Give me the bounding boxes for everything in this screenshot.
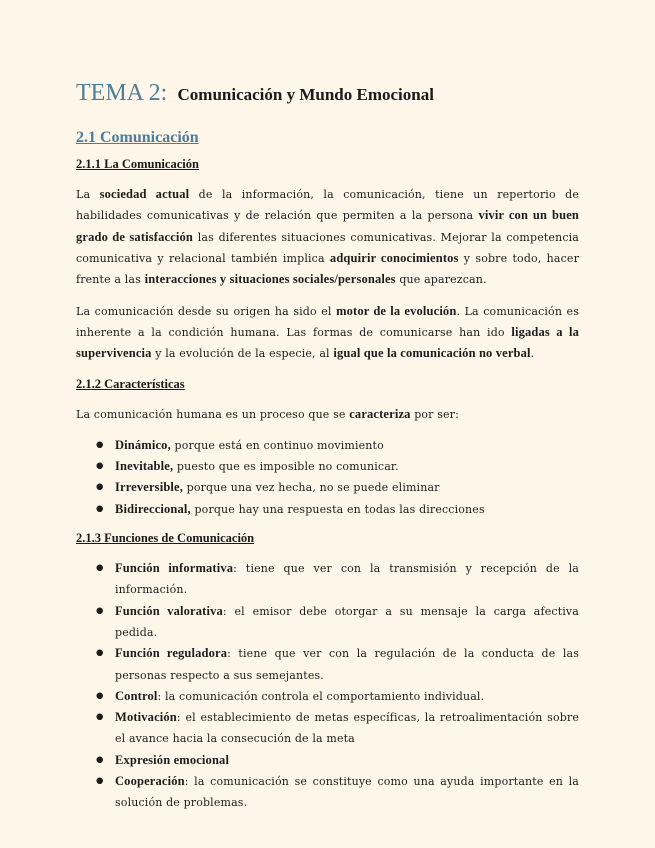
bold-text: Dinámico, [115, 437, 171, 452]
text-run: : la comunicación se constituye como una ayuda importante en la solución de problemas. [115, 775, 579, 810]
bold-text: Inevitable, [115, 459, 174, 474]
text-run: porque está en continuo movimiento [170, 438, 384, 452]
list-item [76, 435, 579, 456]
text-run: las diferentes situaciones comunicativas. Mejorar la competencia comunicativa y relacional también implica [76, 230, 580, 266]
bold-text: adquirir conocimientos [329, 251, 459, 266]
paragraph-sociedad [76, 184, 579, 290]
characteristics-list [76, 435, 579, 520]
list-item [76, 643, 579, 686]
list-item [76, 456, 579, 477]
text-run: : el establecimiento de metas específicas, la retroalimentación sobre el avance hacia la consecución de la meta [115, 711, 579, 746]
bold-text: Bidireccional, [115, 501, 191, 516]
text-run: de la información, la comunicación, tiene un repertorio de habilidades comunicativas y de relación que permiten a la persona [76, 188, 579, 223]
subsection-heading-1: 2.1.1 La Comunicación [76, 157, 199, 172]
text-run: La comunicación humana es un proceso que se [76, 407, 350, 421]
text-run: : el emisor debe otorgar a su mensaje la carga afectiva pedida. [115, 604, 580, 639]
bold-text: caracteriza [349, 406, 411, 421]
text-run: : la comunicación controla el comportamiento individual. [157, 689, 485, 703]
text-run: . [530, 347, 535, 361]
list-item [76, 477, 579, 498]
subsection-heading-3: 2.1.3 Funciones de Comunicación [76, 531, 255, 546]
list-item [76, 601, 579, 644]
text-run: : tiene que ver con la regulación de la conducta de las personas respecto a sus semejantes. [115, 647, 579, 682]
text-run: y la evolución de la especie, al [151, 347, 334, 361]
characteristics-intro [76, 404, 579, 425]
bold-text: igual que la comunicación no verbal [333, 346, 531, 361]
text-run: : tiene que ver con la transmisión y recepción de la información. [115, 562, 579, 597]
functions-list [76, 558, 579, 814]
text-run: por ser: [410, 407, 459, 421]
list-item [76, 750, 579, 771]
text-run: La [76, 188, 100, 202]
text-run: La comunicación desde su origen ha sido el [76, 304, 337, 318]
bold-text: Irreversible, [115, 480, 184, 495]
bold-text: Cooperación [115, 774, 185, 789]
bold-text: interacciones y situaciones sociales/personales [144, 272, 396, 287]
text-run: . La comunicación es inherente a la condición humana. Las formas de comunicarse han ido [76, 304, 579, 339]
bold-text: Función reguladora [115, 646, 228, 661]
bold-text: motor de la evolución [336, 303, 457, 318]
bold-text: Control [115, 688, 158, 703]
list-item [76, 499, 579, 520]
subsection-heading-2: 2.1.2 Características [76, 376, 185, 391]
list-item [76, 558, 579, 601]
list-item [76, 771, 579, 814]
list-item [76, 686, 579, 707]
bold-text: Función valorativa [115, 603, 223, 618]
text-run: puesto que es imposible no comunicar. [173, 460, 399, 474]
bold-text: vivir con un buen grado de satisfacción [76, 208, 579, 244]
title-text: Comunicación y Mundo Emocional [177, 85, 434, 104]
bold-text: ligadas a la supervivencia [76, 324, 579, 361]
bold-text: Motivación [115, 710, 177, 725]
text-run: porque hay una respuesta en todas las direcciones [190, 502, 485, 516]
paragraph-evolucion [76, 301, 579, 365]
bold-text: Función informativa [115, 561, 234, 576]
page-title [76, 72, 579, 107]
text-run: que aparezcan. [395, 273, 487, 287]
bold-text: sociedad actual [99, 187, 190, 202]
text-run: porque una vez hecha, no se puede eliminar [183, 481, 440, 495]
text-run: y sobre todo, hacer frente a las [76, 252, 579, 287]
list-item [76, 707, 579, 750]
bold-text: Expresión emocional [115, 752, 230, 767]
section-heading: 2.1 Comunicación [76, 129, 199, 147]
title-number: TEMA 2: [76, 80, 168, 106]
